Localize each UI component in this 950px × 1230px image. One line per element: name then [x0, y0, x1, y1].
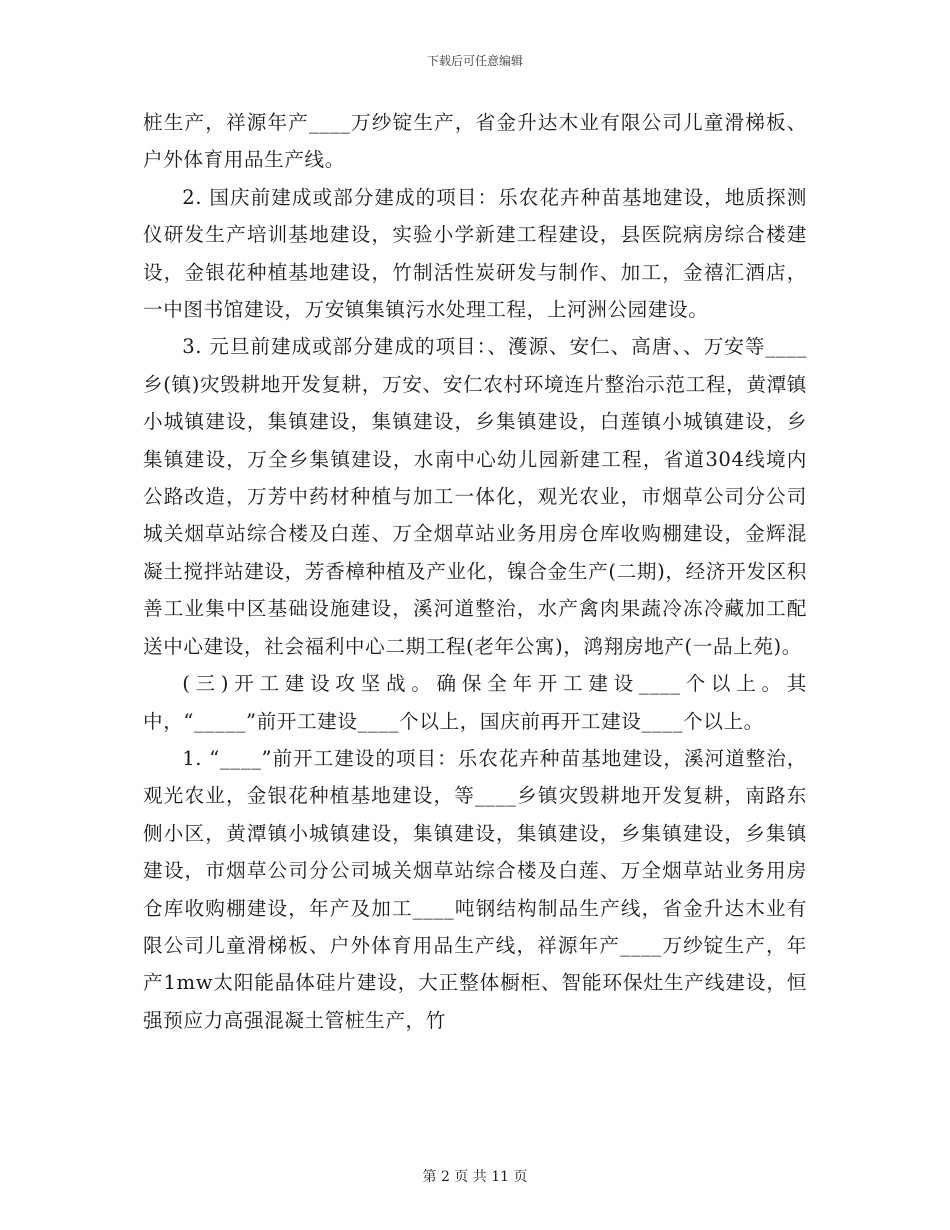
paragraph-start-projects: 1. “____”前开工建设的项目：乐农花卉种苗基地建设，溪河道整治，观光农业，金银花种植基地建设，等____乡镇灾毁耕地开发复耕，南路东侧小区，黄潭镇小城镇建设，集镇建设，集镇建设，乡集镇建设，乡集镇建设，市烟草公司分公司城关烟草站综合楼及白莲、万全烟草站业务用房仓库收购棚建设，年产及加工____吨钢结构制品生产线，省金升达木业有限公司儿童滑梯板、户外体育用品生产线，祥源年产____万纱锭生产，年产1mw太阳能晶体硅片建设，大正整体橱柜、智能环保灶生产线建设，恒强预应力高强混凝土管桩生产，竹 — [143, 746, 807, 1032]
document-body — [143, 104, 807, 1039]
paragraph-national-day-projects: 2. 国庆前建成或部分建成的项目：乐农花卉种苗基地建设，地质探测仪研发生产培训基地建设，实验小学新建工程建设，县医院病房综合楼建设，金银花种植基地建设，竹制活性炭研发与制作、加工，金禧汇酒店，一中图书馆建设，万安镇集镇污水处理工程，上河洲公园建设。 — [143, 185, 807, 322]
page-header-note: 下载后可任意编辑 — [426, 54, 523, 68]
paragraph-new-year-projects: 3. 元旦前建成或部分建成的项目：、濩源、安仁、高唐、、万安等____乡(镇)灾毁耕地开发复耕，万安、安仁农村环境连片整治示范工程，黄潭镇小城镇建设，集镇建设，集镇建设，乡集镇建设，白莲镇小城镇建设，乡集镇建设，万全乡集镇建设，水南中心幼儿园新建工程，省道304线境内公路改造，万芳中药材种植与加工一体化，观光农业，市烟草公司分公司城关烟草站综合楼及白莲、万全烟草站业务用房仓库收购棚建设，金辉混凝土搅拌站建设，芳香樟种植及产业化，镍合金生产(二期)，经济开发区积善工业集中区基础设施建设，溪河道整治，水产禽肉果蔬冷冻冷藏加工配送中心建设，社会福利中心二期工程(老年公寓)，鸿翔房地产(一品上苑)。 — [143, 335, 807, 658]
paragraph-construction-campaign: (三)开工建设攻坚战。确保全年开工建设____个以上。其中，“_____”前开工建设____个以上，国庆前再开工建设____个以上。 — [143, 672, 807, 733]
paragraph-continuation: 桩生产，祥源年产____万纱锭生产，省金升达木业有限公司儿童滑梯板、户外体育用品生产线。 — [143, 111, 807, 172]
page-number: 第 2 页 共 11 页 — [422, 1169, 528, 1185]
